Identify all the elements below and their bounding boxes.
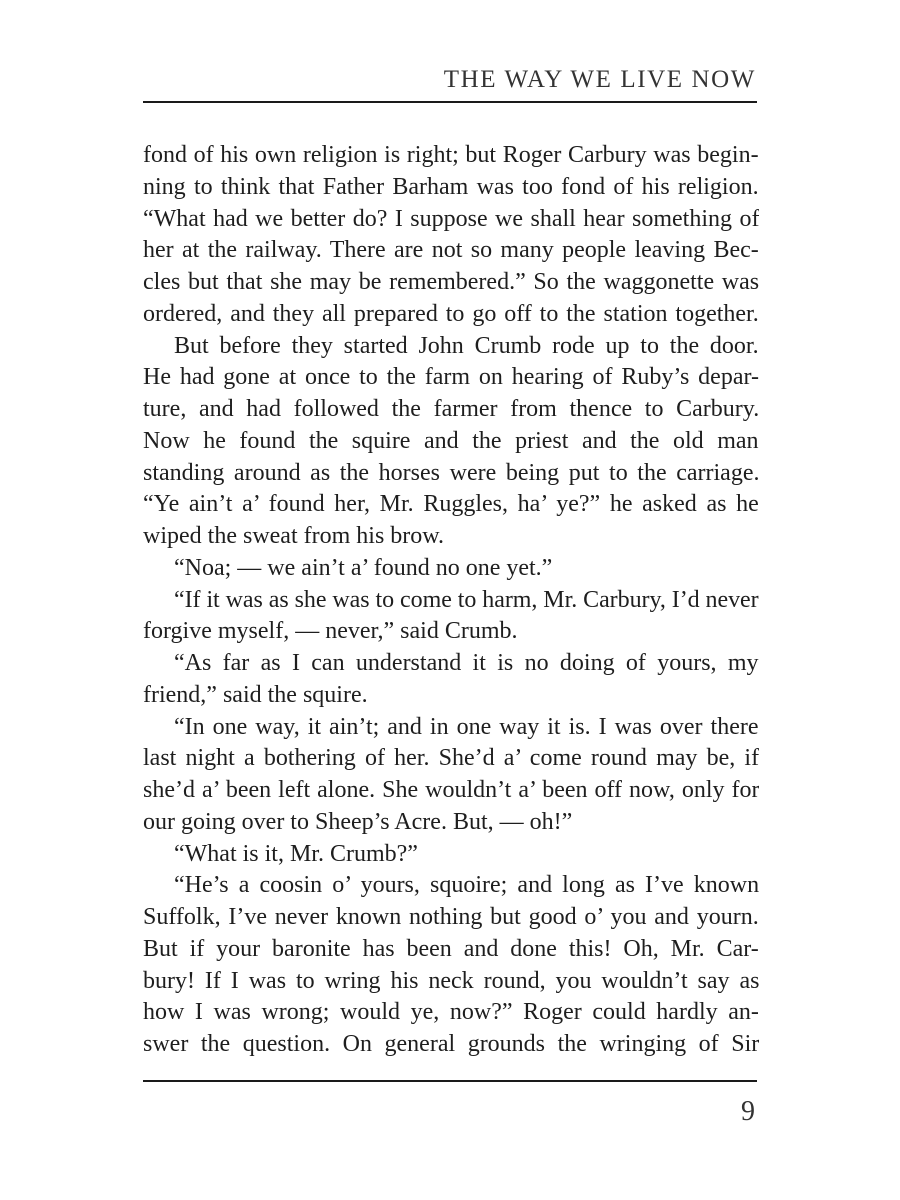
body-text [143,140,759,1061]
page-number: 9 [741,1096,755,1127]
text-line: swer the question. On general grounds the wringing of Sir [143,1031,759,1057]
text-line: last night a bothering of her. She’d a’ come round may be, if [143,745,759,772]
footer-rule [143,1080,757,1082]
text-line: standing around as the horses were being put to the carriage. [143,459,759,486]
text-line: He had gone at once to the farm on hearing of Ruby’s depar- [143,364,759,391]
text-line: “As far as I can understand it is no doing of yours, my [174,650,759,676]
text-line: “What had we better do? I suppose we shall hear something of [143,205,759,232]
header-rule [143,101,757,103]
text-line: her at the railway. There are not so many people leaving Bec- [143,237,759,264]
text-line: wiped the sweat from his brow. [143,523,445,549]
text-line: But if your baronite has been and done this! Oh, Mr. Car- [143,935,759,962]
text-line: bury! If I was to wring his neck round, you wouldn’t say as [143,967,759,994]
text-line: fond of his own religion is right; but Roger Carbury was begin- [143,142,759,168]
text-line: “Ye ain’t a’ found her, Mr. Ruggles, ha’ ye?” he asked as he [143,491,759,518]
text-line: “Noa; — we ain’t a’ found no one yet.” [174,554,553,581]
text-line: “He’s a coosin o’ yours, squoire; and long as I’ve known [174,872,759,899]
text-line: ordered, and they all prepared to go off to the station together. [143,300,759,327]
text-line: “What is it, Mr. Crumb?” [174,840,418,867]
text-line: But before they started John Crumb rode up to the door. [174,332,759,359]
text-line: “In one way, it ain’t; and in one way it is. I was over there [174,713,759,740]
running-head-title: THE WAY WE LIVE NOW [443,66,756,93]
text-line: forgive myself, — never,” said Crumb. [143,618,518,645]
text-line: Now he found the squire and the priest and the old man [143,427,759,454]
text-line: our going over to Sheep’s Acre. But, — oh!” [143,808,573,835]
text-line: she’d a’ been left alone. She wouldn’t a’ been off now, only for [143,777,759,803]
text-line: cles but that she may be remembered.” So the waggonette was [143,269,759,295]
text-line: “If it was as she was to come to harm, Mr. Carbury, I’d never [174,586,759,613]
text-line: how I was wrong; would ye, now?” Roger could hardly an- [143,999,759,1026]
text-line: friend,” said the squire. [143,681,368,708]
text-line: ning to think that Father Barham was too fond of his religion. [143,173,759,200]
text-line: Suffolk, I’ve never known nothing but good o’ you and yourn. [143,904,759,930]
text-line: ture, and had followed the farmer from thence to Carbury. [143,396,759,422]
